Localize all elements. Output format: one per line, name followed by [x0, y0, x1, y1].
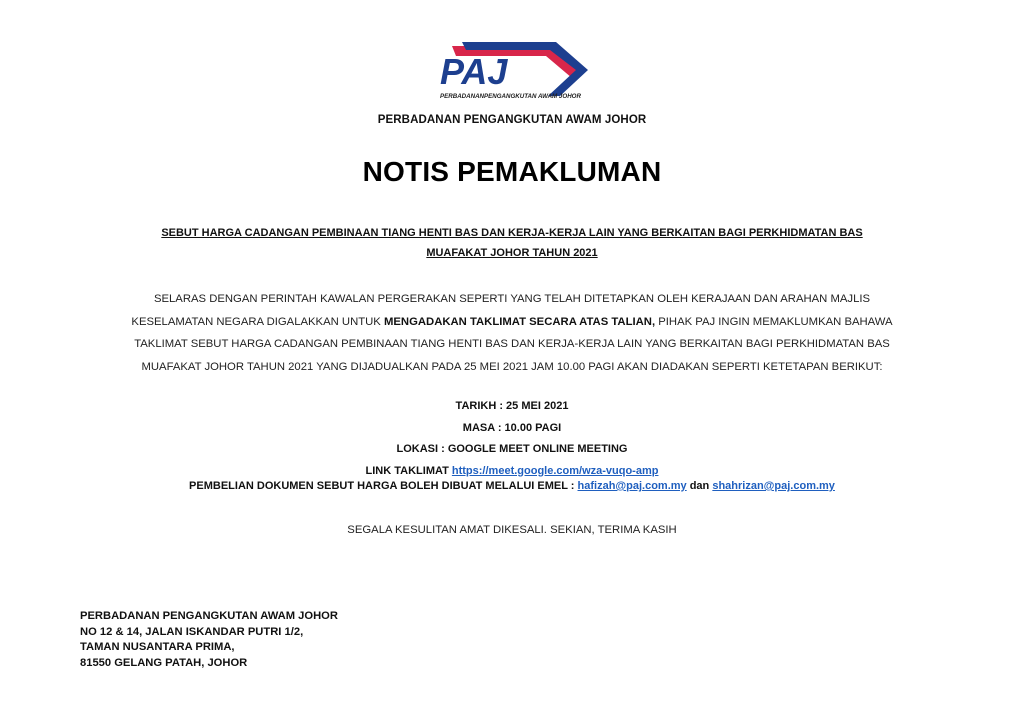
- notice-subject: [0, 223, 1024, 263]
- body-line-2-emphasis: MENGADAKAN TAKLIMAT SECARA ATAS TALIAN,: [383, 315, 656, 328]
- purchase-label: PEMBELIAN DOKUMEN SEBUT HARGA BOLEH DIBUAT MELALUI EMEL :: [189, 480, 578, 492]
- email-link-hafizah[interactable]: hafizah@paj.com.my: [577, 480, 687, 492]
- address-line-2: NO 12 & 14, JALAN ISKANDAR PUTRI 1/2,: [80, 625, 304, 638]
- svg-text:PAJ: PAJ: [440, 51, 508, 92]
- organization-header: PERBADANAN PENGANGKUTAN AWAM JOHOR: [377, 114, 647, 126]
- body-line-1: SELARAS DENGAN PERINTAH KAWALAN PERGERAKAN SEPERTI YANG TELAH DITETAPKAN OLEH KERAJAAN DAN ARAHAN MAJLIS: [153, 293, 871, 305]
- body-paragraph: [60, 288, 964, 378]
- meeting-link-label: LINK TAKLIMAT: [365, 464, 452, 477]
- address-line-4: 81550 GELANG PATAH, JOHOR: [80, 656, 248, 669]
- body-line-3: TAKLIMAT SEBUT HARGA CADANGAN PEMBINAAN TIANG HENTI BAS DAN KERJA-KERJA LAIN YANG BERKAITAN BAGI PERKHIDMATAN BAS: [134, 338, 890, 350]
- subject-line-1: SEBUT HARGA CADANGAN PEMBINAAN TIANG HENTI BAS DAN KERJA-KERJA LAIN YANG BERKAITAN BAGI PERKHIDMATAN BAS: [161, 227, 863, 239]
- subject-line-2: MUAFAKAT JOHOR TAHUN 2021: [426, 247, 598, 259]
- meeting-time: MASA : 10.00 PAGI: [462, 421, 562, 434]
- meeting-details: [0, 396, 1024, 482]
- body-line-2-pre: KESELAMATAN NEGARA DIGALAKKAN UNTUK: [131, 315, 384, 328]
- purchase-info: [0, 480, 1024, 492]
- meeting-link-row: [0, 461, 1024, 483]
- body-line-2-post: PIHAK PAJ INGIN MEMAKLUMKAN BAHAWA: [655, 315, 893, 328]
- meeting-location: LOKASI : GOOGLE MEET ONLINE MEETING: [396, 443, 628, 455]
- purchase-conjunction: dan: [686, 480, 713, 492]
- meeting-date: TARIKH : 25 MEI 2021: [455, 400, 569, 412]
- email-link-shahrizan[interactable]: shahrizan@paj.com.my: [712, 480, 835, 492]
- closing-statement: SEGALA KESULITAN AMAT DIKESALI. SEKIAN, TERIMA KASIH: [347, 524, 677, 536]
- address-block: [80, 609, 338, 671]
- address-line-1: PERBADANAN PENGANGKUTAN AWAM JOHOR: [80, 610, 338, 622]
- meeting-link[interactable]: https://meet.google.com/wza-vuqo-amp: [451, 464, 659, 477]
- paj-logo: [432, 38, 592, 104]
- svg-text:PERBADANANPENGANGKUTAN AWAM JO: PERBADANANPENGANGKUTAN AWAM JOHOR: [440, 93, 581, 100]
- page-title: NOTIS PEMAKLUMAN: [362, 156, 662, 187]
- address-line-3: TAMAN NUSANTARA PRIMA,: [80, 641, 235, 653]
- paj-logo-icon: [432, 38, 592, 104]
- body-line-4: MUAFAKAT JOHOR TAHUN 2021 YANG DIJADUALKAN PADA 25 MEI 2021 JAM 10.00 PAGI AKAN DIADAKAN SEPERTI KETETAPAN BERIKUT:: [141, 360, 883, 373]
